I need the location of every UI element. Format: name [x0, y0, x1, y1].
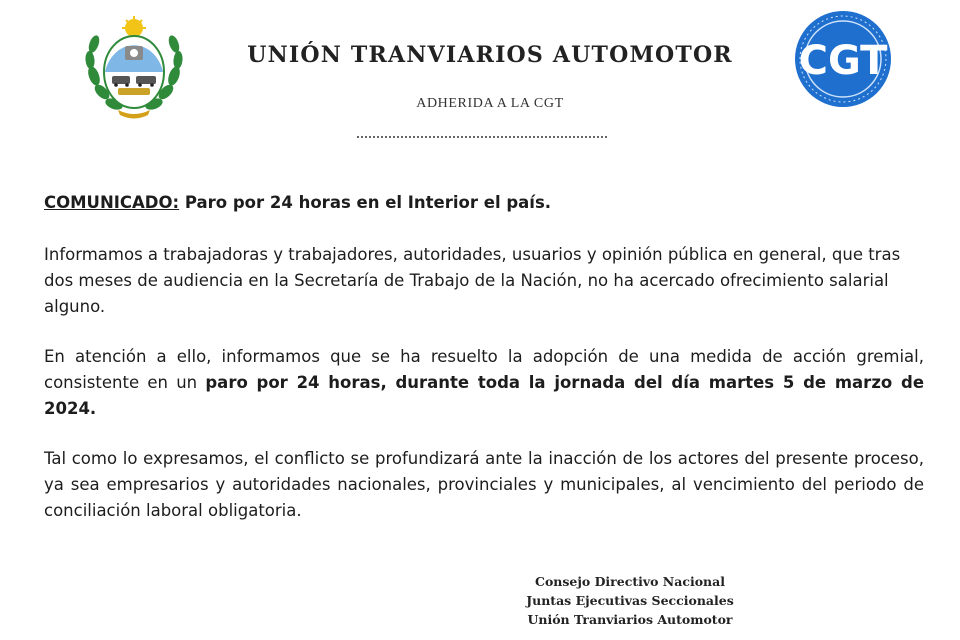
cgt-logo — [782, 8, 904, 110]
cgt-logo-text: CGT — [798, 38, 888, 84]
organization-subtitle: ADHERIDA A LA CGT — [416, 96, 564, 111]
signature-line-2: Juntas Ejecutivas Seccionales — [526, 593, 734, 608]
header-divider — [357, 136, 607, 138]
union-emblem-logo — [78, 16, 190, 120]
organization-title: UNIÓN TRANVIARIOS AUTOMOTOR — [247, 42, 733, 68]
signature-line-3: Unión Tranviarios Automotor — [527, 612, 733, 627]
signature-block — [470, 572, 790, 629]
signature-line-1: Consejo Directivo Nacional — [535, 574, 725, 589]
paragraph-3: Tal como lo expresamos, el conflicto se profundizará ante la inacción de los actores del presente proceso, ya sea empresarios y autoridades nacionales, provinciales y municipales, al vencimiento del periodo de conciliación laboral obligatoria. — [44, 449, 924, 520]
communique-subject: Paro por 24 horas en el Interior el país. — [184, 193, 552, 212]
communique-label: COMUNICADO: — [44, 193, 180, 212]
paragraph-2 — [44, 344, 924, 422]
paragraph-2-bold-text: paro por 24 horas, durante toda la jornada del día martes 5 de marzo de 2024. — [44, 373, 925, 418]
paragraph-2-text: En atención a ello, informamos que se ha resuelto la adopción de una medida de acción gremial, consistente en un — [44, 347, 924, 392]
communique-heading — [44, 190, 924, 216]
paragraph-1: Informamos a trabajadoras y trabajadores, autoridades, usuarios y opinión pública en general, que tras dos meses de audiencia en la Secretaría de Trabajo de la Nación, no ha acercado ofrecimiento salarial alguno. — [44, 245, 901, 316]
